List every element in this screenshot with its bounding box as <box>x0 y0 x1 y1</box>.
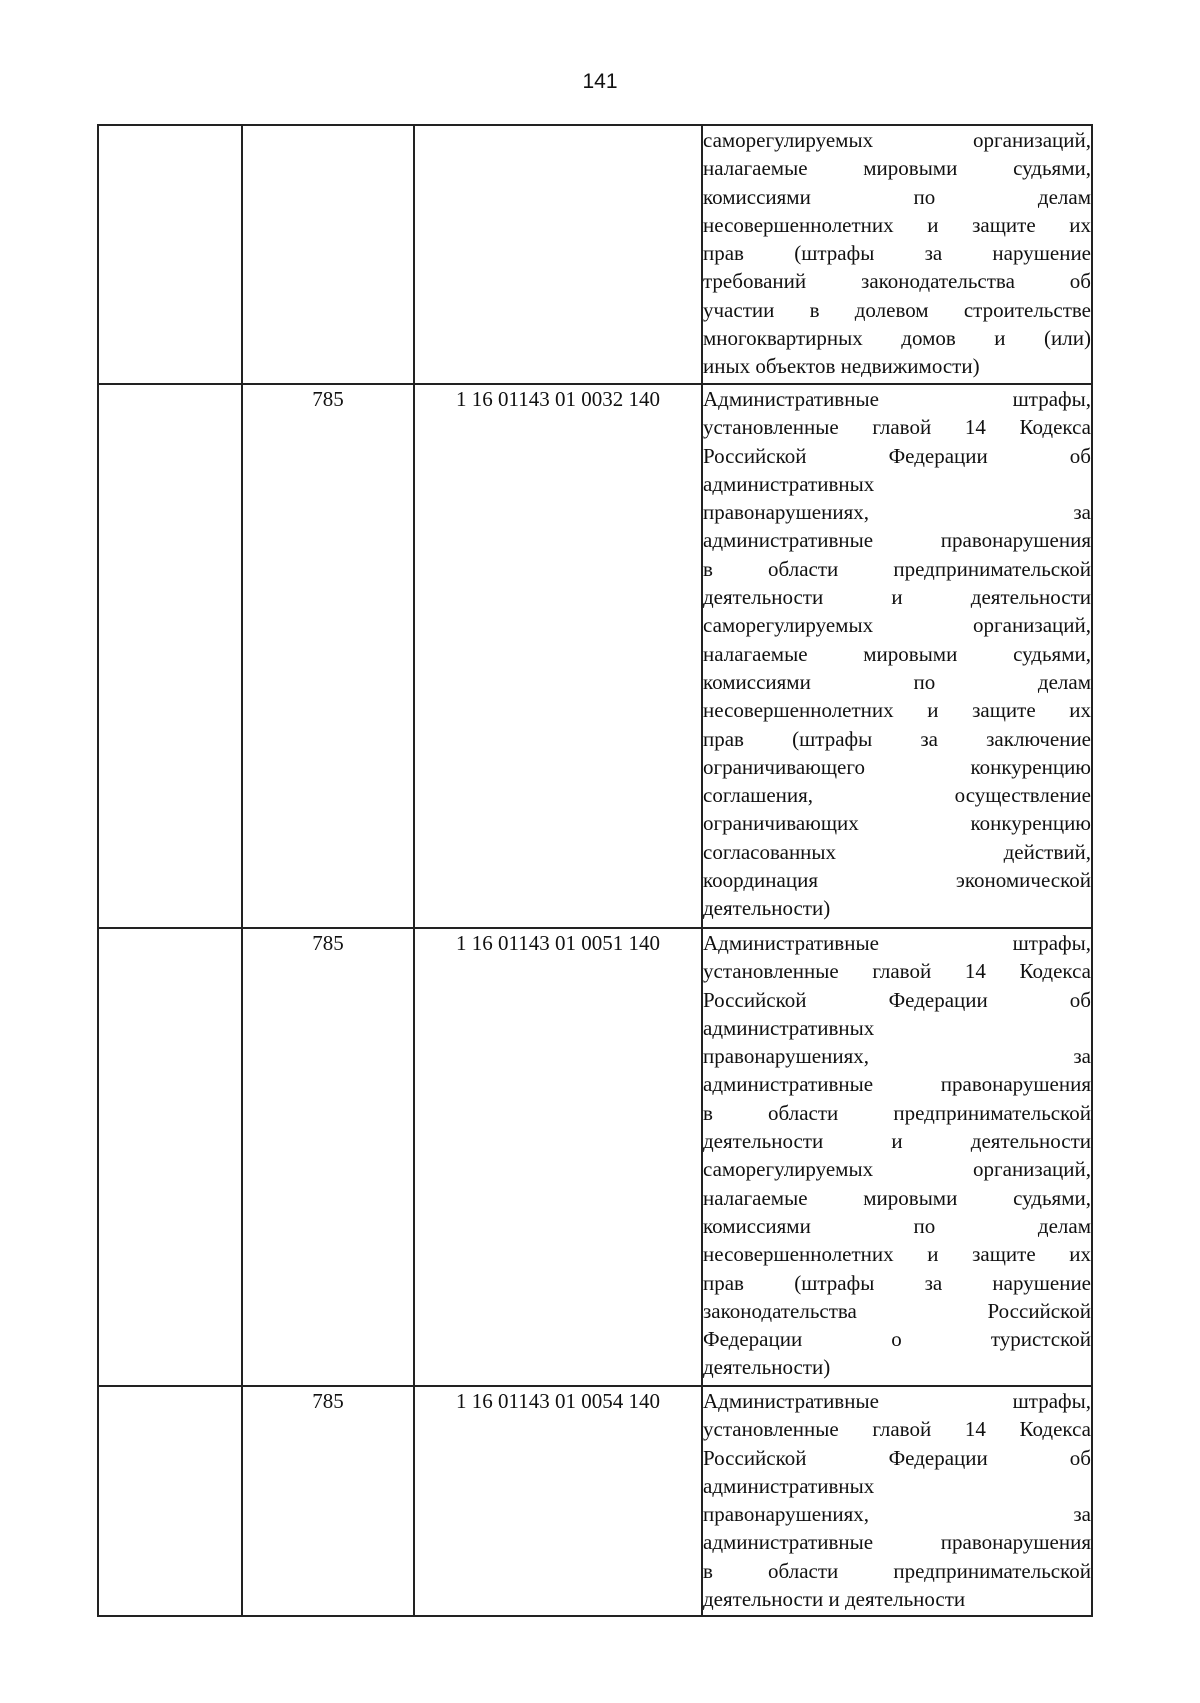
description-line: административные правонарушения <box>703 1072 1091 1097</box>
description-line: деятельности и деятельности <box>703 585 1091 610</box>
description-line: в области предпринимательской <box>703 1100 1091 1125</box>
description-line: Административные штрафы, <box>703 387 1091 411</box>
description-line: саморегулируемых организаций, <box>703 128 1091 152</box>
description-line: установленные главой 14 Кодекса <box>703 415 1091 440</box>
description-line: правонарушениях, за <box>703 500 1091 525</box>
table-row <box>98 1386 1092 1616</box>
admin-code-cell: 785 <box>242 928 414 1386</box>
description-line: налагаемые мировыми судьями, <box>703 1185 1091 1210</box>
description-cell <box>702 1386 1092 1616</box>
description-line: административные правонарушения <box>703 528 1091 553</box>
description-line: саморегулируемых организаций, <box>703 613 1091 638</box>
budget-code-cell: 1 16 01143 01 0054 140 <box>414 1386 702 1616</box>
description-line: административных <box>703 1473 875 1498</box>
description-line: согласованных действий, <box>703 839 1091 864</box>
description-line: в области предпринимательской <box>703 556 1091 581</box>
description-line: деятельности и деятельности <box>703 1129 1091 1154</box>
budget-code-cell: 1 16 01143 01 0032 140 <box>414 384 702 928</box>
description-line: деятельности и деятельности <box>703 1587 966 1612</box>
description-line: установленные главой 14 Кодекса <box>703 1417 1091 1442</box>
description-line: прав (штрафы за заключение <box>703 726 1091 751</box>
description-line: комиссиями по делам <box>703 669 1091 694</box>
description-line: деятельности) <box>703 1355 831 1380</box>
page-number: 141 <box>582 70 618 93</box>
description-line: прав (штрафы за нарушение <box>703 241 1091 266</box>
admin-code-cell: 785 <box>242 1386 414 1616</box>
description-line: административные правонарушения <box>703 1530 1091 1555</box>
description-cell <box>702 928 1092 1386</box>
table-row <box>98 384 1092 928</box>
description-line: административных <box>703 1015 875 1040</box>
admin-code-cell <box>242 125 414 384</box>
empty-cell <box>98 928 242 1386</box>
table-row <box>98 928 1092 1386</box>
description-line: Российской Федерации об <box>703 987 1091 1012</box>
description-line: комиссиями по делам <box>703 184 1091 209</box>
description-line: Российской Федерации об <box>703 1445 1091 1470</box>
description-line: Российской Федерации об <box>703 443 1091 468</box>
description-line: участии в долевом строительстве <box>703 297 1091 322</box>
description-line: иных объектов недвижимости) <box>703 354 980 379</box>
description-line: в области предпринимательской <box>703 1558 1091 1583</box>
description-cell <box>702 384 1092 928</box>
budget-code-cell <box>414 125 702 384</box>
description-line: Административные штрафы, <box>703 931 1091 955</box>
description-line: прав (штрафы за нарушение <box>703 1270 1091 1295</box>
description-line: несовершеннолетних и защите их <box>703 698 1091 723</box>
empty-cell <box>98 1386 242 1616</box>
table-row <box>98 125 1092 384</box>
empty-cell <box>98 384 242 928</box>
description-cell <box>702 125 1092 384</box>
budget-code-cell: 1 16 01143 01 0051 140 <box>414 928 702 1386</box>
description-line: комиссиями по делам <box>703 1213 1091 1238</box>
description-line: несовершеннолетних и защите их <box>703 212 1091 237</box>
description-line: законодательства Российской <box>703 1298 1091 1323</box>
admin-code-cell: 785 <box>242 384 414 928</box>
description-line: административных <box>703 471 875 496</box>
description-line: многоквартирных домов и (или) <box>703 326 1091 351</box>
description-line: соглашения, осуществление <box>703 783 1091 808</box>
description-line: правонарушениях, за <box>703 1044 1091 1069</box>
empty-cell <box>98 125 242 384</box>
description-line: правонарушениях, за <box>703 1502 1091 1527</box>
budget-codes-table <box>97 124 1093 1617</box>
description-line: несовершеннолетних и защите их <box>703 1242 1091 1267</box>
description-line: ограничивающего конкуренцию <box>703 754 1091 779</box>
description-line: координация экономической <box>703 868 1091 893</box>
description-line: требований законодательства об <box>703 269 1091 294</box>
description-line: установленные главой 14 Кодекса <box>703 959 1091 984</box>
description-line: Федерации о туристской <box>703 1327 1091 1352</box>
description-line: деятельности) <box>703 896 831 921</box>
description-line: налагаемые мировыми судьями, <box>703 641 1091 666</box>
description-line: ограничивающих конкуренцию <box>703 811 1091 836</box>
description-line: налагаемые мировыми судьями, <box>703 156 1091 181</box>
description-line: саморегулируемых организаций, <box>703 1157 1091 1182</box>
description-line: Административные штрафы, <box>703 1389 1091 1413</box>
